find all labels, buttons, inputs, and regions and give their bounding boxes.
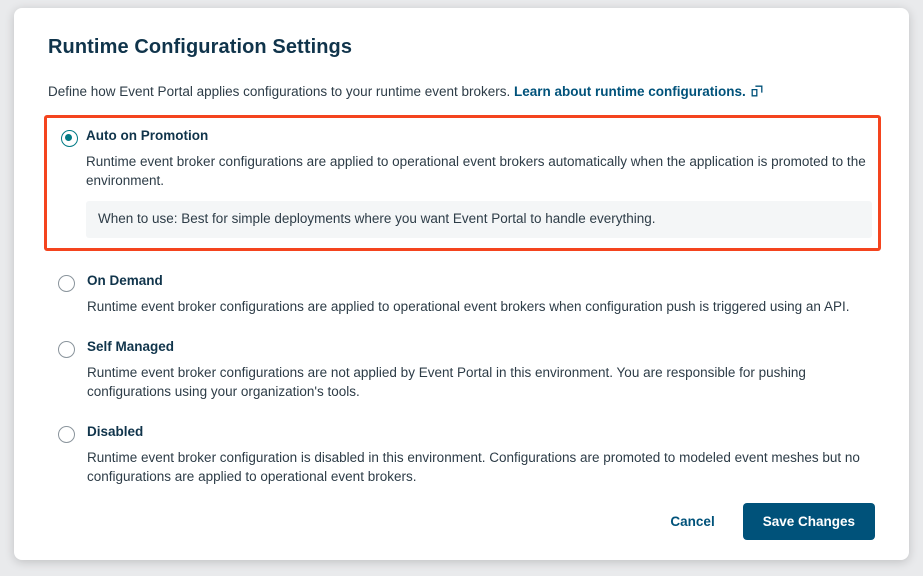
runtime-configuration-dialog: [14, 8, 909, 560]
option-disabled[interactable]: [48, 422, 875, 486]
option-when-to-use-note: When to use: Best for simple deployments where you want Event Portal to handle everything.: [86, 201, 872, 238]
dialog-footer: [48, 503, 875, 540]
dialog-description: [48, 83, 875, 101]
option-self-managed[interactable]: [48, 337, 875, 401]
runtime-configuration-options: [48, 115, 875, 486]
option-title: On Demand: [87, 273, 163, 288]
radio-auto-on-promotion[interactable]: [61, 130, 78, 147]
learn-about-runtime-configurations-link[interactable]: Learn about runtime configurations.: [514, 84, 746, 99]
option-description: Runtime event broker configurations are not applied by Event Portal in this environment. You are responsible for pushing configurations using your organization's tools.: [87, 365, 806, 399]
option-on-demand[interactable]: [48, 271, 875, 316]
radio-self-managed[interactable]: [58, 341, 75, 358]
radio-on-demand[interactable]: [58, 275, 75, 292]
external-link-icon[interactable]: [751, 84, 763, 102]
page-title: Runtime Configuration Settings: [48, 36, 353, 58]
option-title: Auto on Promotion: [86, 128, 209, 143]
cancel-button[interactable]: Cancel: [660, 506, 724, 537]
option-title: Disabled: [87, 424, 144, 439]
option-description: Runtime event broker configurations are applied to operational event brokers automatically when the application is promoted to the environment.: [86, 154, 866, 188]
dialog-description-text: Define how Event Portal applies configurations to your runtime event brokers.: [48, 84, 511, 99]
radio-disabled[interactable]: [58, 426, 75, 443]
option-title: Self Managed: [87, 339, 175, 354]
option-description: Runtime event broker configurations are applied to operational event brokers when configuration push is triggered using an API.: [87, 299, 850, 314]
save-changes-button[interactable]: Save Changes: [743, 503, 875, 540]
option-auto-on-promotion[interactable]: [44, 115, 881, 251]
option-description: Runtime event broker configuration is disabled in this environment. Configurations are promoted to modeled event meshes but no configurations are applied to operational event brokers.: [87, 450, 860, 484]
